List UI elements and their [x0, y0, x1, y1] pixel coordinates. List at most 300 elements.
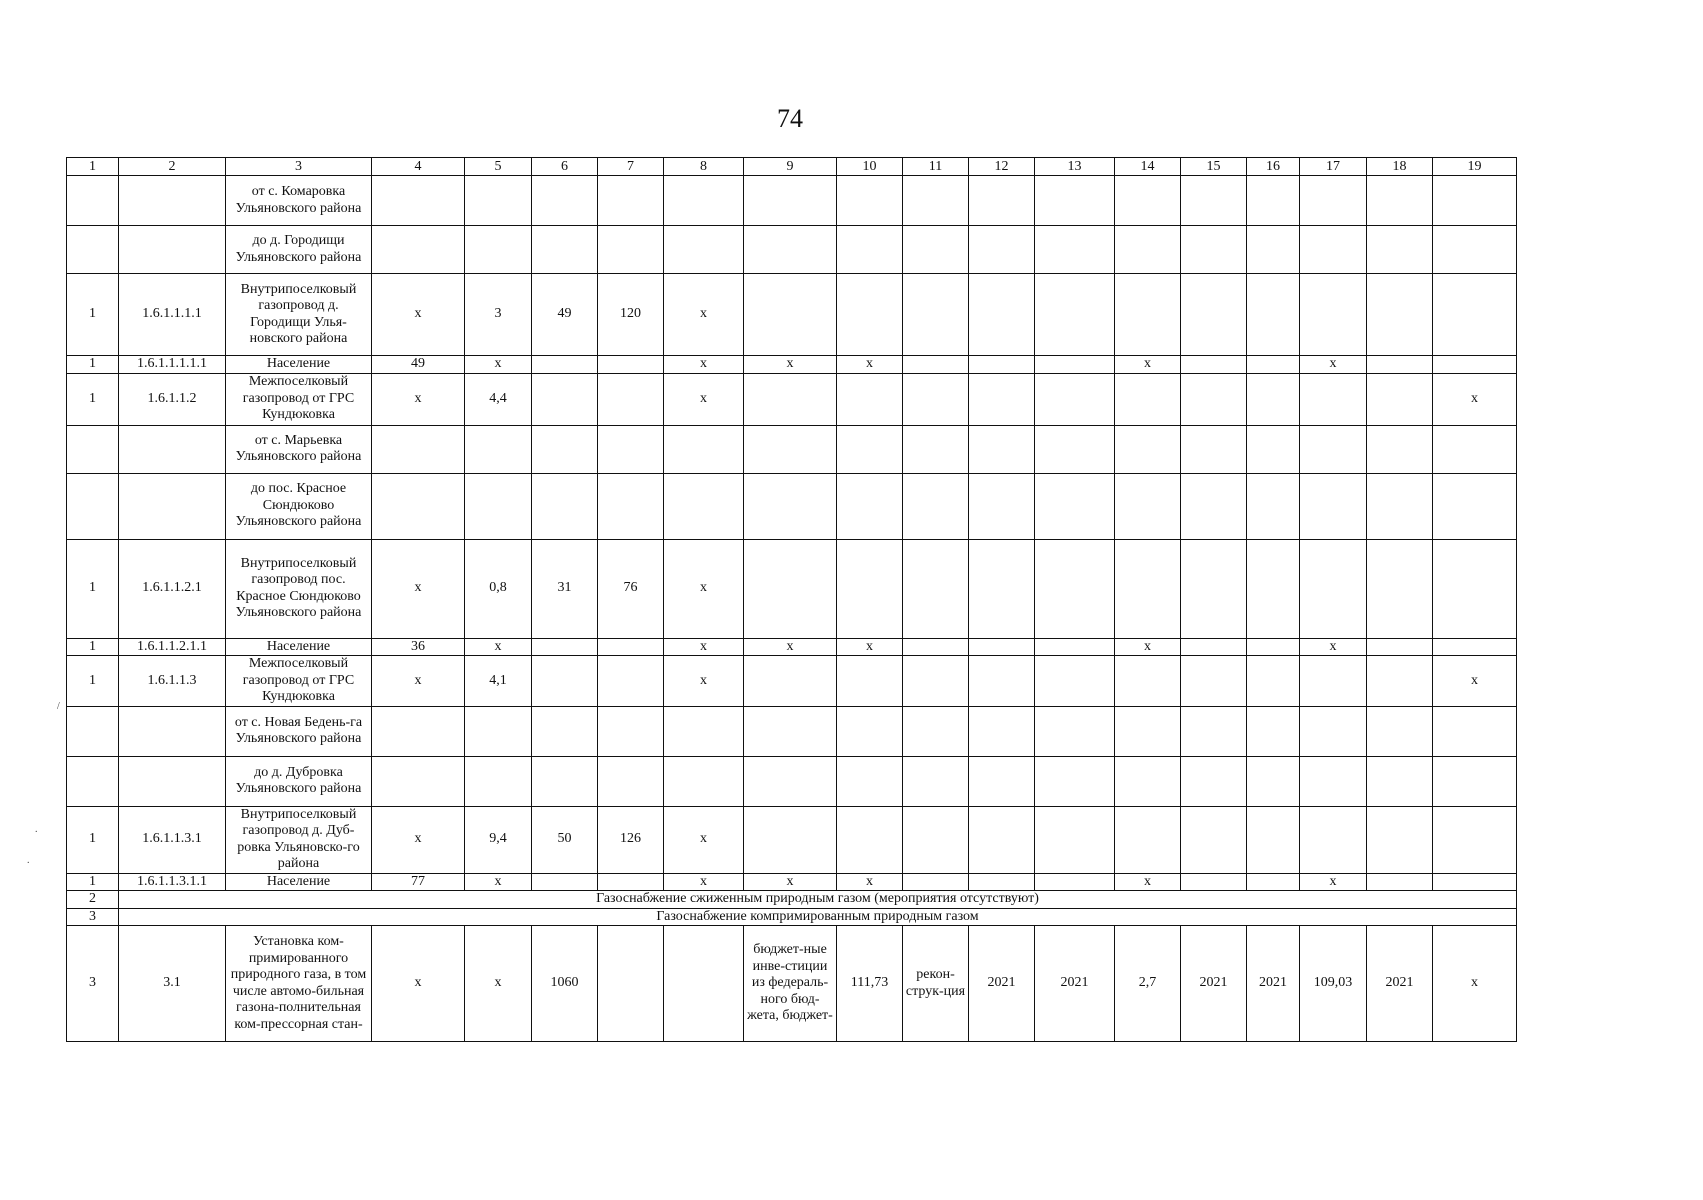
header-col-19: 19: [1433, 158, 1517, 176]
cell-col-14: [1115, 373, 1181, 425]
cell-col-8: х: [664, 638, 744, 656]
cell-col-7: [598, 873, 664, 891]
cell-col-6: 1060: [532, 926, 598, 1042]
cell-col-15: [1181, 356, 1247, 374]
header-col-15: 15: [1181, 158, 1247, 176]
cell-col-13: 2021: [1035, 926, 1115, 1042]
cell-col-12: [969, 873, 1035, 891]
cell-col-1: 3: [67, 926, 119, 1042]
cell-col-8: х: [664, 539, 744, 638]
table-row: [67, 356, 1517, 374]
cell-col-2: [119, 706, 226, 756]
cell-col-1: [67, 425, 119, 473]
cell-col-7: [598, 756, 664, 806]
cell-col-13: [1035, 873, 1115, 891]
cell-col-19: [1433, 756, 1517, 806]
cell-col-7: [598, 176, 664, 226]
cell-col-5: [465, 425, 532, 473]
cell-col-18: [1367, 756, 1433, 806]
cell-col-13: [1035, 656, 1115, 707]
cell-col-5: 4,1: [465, 656, 532, 707]
cell-col-16: [1247, 873, 1300, 891]
cell-col-3: Внутрипоселковый газопровод пос. Красное Сюндюково Ульяновского района: [226, 539, 372, 638]
cell-col-18: [1367, 638, 1433, 656]
cell-col-17: [1300, 226, 1367, 274]
cell-col-17: [1300, 656, 1367, 707]
cell-col-4: 49: [372, 356, 465, 374]
cell-col-12: [969, 638, 1035, 656]
cell-col-1: [67, 706, 119, 756]
cell-col-7: [598, 425, 664, 473]
cell-col-16: [1247, 539, 1300, 638]
cell-col-12: [969, 176, 1035, 226]
cell-col-6: 50: [532, 806, 598, 873]
cell-col-1: 1: [67, 373, 119, 425]
cell-col-18: [1367, 274, 1433, 356]
cell-col-8: х: [664, 274, 744, 356]
cell-col-19: [1433, 638, 1517, 656]
cell-col-2: 1.6.1.1.1.1: [119, 274, 226, 356]
table-row: [67, 806, 1517, 873]
section-title: Газоснабжение компримированным природным газом: [119, 908, 1517, 926]
cell-col-13: [1035, 756, 1115, 806]
cell-col-7: [598, 926, 664, 1042]
cell-col-15: [1181, 373, 1247, 425]
cell-col-17: [1300, 473, 1367, 539]
header-row: [67, 158, 1517, 176]
cell-col-2: 1.6.1.1.2: [119, 373, 226, 425]
cell-col-7: [598, 473, 664, 539]
header-col-14: 14: [1115, 158, 1181, 176]
cell-col-5: х: [465, 356, 532, 374]
cell-col-12: 2021: [969, 926, 1035, 1042]
cell-col-10: [837, 806, 903, 873]
cell-col-19: [1433, 706, 1517, 756]
cell-col-7: [598, 373, 664, 425]
cell-col-12: [969, 425, 1035, 473]
cell-col-19: [1433, 274, 1517, 356]
cell-col-2: 1.6.1.1.2.1: [119, 539, 226, 638]
cell-col-12: [969, 656, 1035, 707]
cell-col-5: 3: [465, 274, 532, 356]
cell-col-9: [744, 706, 837, 756]
cell-col-8: х: [664, 806, 744, 873]
cell-col-11: [903, 425, 969, 473]
cell-col-6: [532, 226, 598, 274]
cell-col-13: [1035, 226, 1115, 274]
gasification-table: [66, 157, 1517, 1042]
header-col-10: 10: [837, 158, 903, 176]
cell-col-11: [903, 756, 969, 806]
cell-col-16: [1247, 356, 1300, 374]
cell-col-11: [903, 274, 969, 356]
cell-col-6: [532, 656, 598, 707]
cell-col-8: [664, 756, 744, 806]
cell-col-19: [1433, 806, 1517, 873]
scan-mark: /: [57, 701, 60, 712]
cell-col-2: 1.6.1.1.3.1: [119, 806, 226, 873]
cell-col-1: [67, 756, 119, 806]
cell-col-13: [1035, 806, 1115, 873]
cell-col-6: 49: [532, 274, 598, 356]
cell-col-2: [119, 176, 226, 226]
cell-col-6: [532, 638, 598, 656]
cell-col-14: [1115, 425, 1181, 473]
cell-col-15: [1181, 539, 1247, 638]
cell-col-16: [1247, 425, 1300, 473]
cell-col-2: 1.6.1.1.2.1.1: [119, 638, 226, 656]
table-row: [67, 706, 1517, 756]
table-row: [67, 539, 1517, 638]
cell-col-10: [837, 373, 903, 425]
cell-col-16: [1247, 656, 1300, 707]
cell-col-4: х: [372, 806, 465, 873]
cell-col-15: [1181, 226, 1247, 274]
cell-col-15: [1181, 756, 1247, 806]
cell-col-4: х: [372, 373, 465, 425]
cell-col-4: [372, 226, 465, 274]
cell-col-12: [969, 356, 1035, 374]
cell-col-5: х: [465, 873, 532, 891]
cell-col-18: [1367, 356, 1433, 374]
cell-col-1: 1: [67, 656, 119, 707]
cell-col-11: [903, 176, 969, 226]
table-row: [67, 226, 1517, 274]
cell-col-17: х: [1300, 356, 1367, 374]
cell-col-11: [903, 656, 969, 707]
cell-col-1: 1: [67, 274, 119, 356]
cell-col-7: [598, 356, 664, 374]
cell-col-8: х: [664, 656, 744, 707]
cell-col-8: [664, 226, 744, 274]
table-row: [67, 274, 1517, 356]
cell-col-10: х: [837, 356, 903, 374]
cell-col-2: [119, 226, 226, 274]
cell-col-3: Население: [226, 873, 372, 891]
cell-col-9: [744, 656, 837, 707]
cell-col-13: [1035, 176, 1115, 226]
cell-col-3: Внутрипоселковый газопровод д. Дуб-ровка Ульяновско-го района: [226, 806, 372, 873]
section-number: 2: [67, 891, 119, 909]
cell-col-18: [1367, 706, 1433, 756]
cell-col-7: 76: [598, 539, 664, 638]
cell-col-8: [664, 706, 744, 756]
table-row: [67, 638, 1517, 656]
cell-col-3: от с. Новая Бедень-га Ульяновского района: [226, 706, 372, 756]
cell-col-14: [1115, 226, 1181, 274]
cell-col-3: от с. Комаровка Ульяновского района: [226, 176, 372, 226]
cell-col-15: 2021: [1181, 926, 1247, 1042]
cell-col-10: [837, 656, 903, 707]
cell-col-12: [969, 756, 1035, 806]
header-col-13: 13: [1035, 158, 1115, 176]
cell-col-19: х: [1433, 926, 1517, 1042]
cell-col-3: Межпоселковый газопровод от ГРС Кундюковка: [226, 656, 372, 707]
cell-col-5: х: [465, 926, 532, 1042]
cell-col-19: [1433, 539, 1517, 638]
cell-col-18: [1367, 373, 1433, 425]
cell-col-5: [465, 226, 532, 274]
cell-col-10: [837, 176, 903, 226]
cell-col-5: [465, 706, 532, 756]
cell-col-19: [1433, 356, 1517, 374]
cell-col-16: [1247, 373, 1300, 425]
header-col-18: 18: [1367, 158, 1433, 176]
cell-col-8: х: [664, 373, 744, 425]
header-col-4: 4: [372, 158, 465, 176]
cell-col-4: х: [372, 926, 465, 1042]
cell-col-14: [1115, 756, 1181, 806]
cell-col-7: 120: [598, 274, 664, 356]
scan-mark: .: [27, 855, 30, 866]
cell-col-14: [1115, 274, 1181, 356]
cell-col-6: 31: [532, 539, 598, 638]
cell-col-6: [532, 176, 598, 226]
cell-col-9: х: [744, 873, 837, 891]
cell-col-9: х: [744, 356, 837, 374]
cell-col-15: [1181, 638, 1247, 656]
cell-col-12: [969, 806, 1035, 873]
cell-col-11: [903, 373, 969, 425]
cell-col-11: [903, 638, 969, 656]
cell-col-7: 126: [598, 806, 664, 873]
cell-col-13: [1035, 706, 1115, 756]
cell-col-1: 1: [67, 638, 119, 656]
cell-col-19: [1433, 473, 1517, 539]
section-row: [67, 891, 1517, 909]
cell-col-11: рекон-струк-ция: [903, 926, 969, 1042]
section-row: [67, 908, 1517, 926]
cell-col-1: 1: [67, 539, 119, 638]
cell-col-2: [119, 473, 226, 539]
cell-col-19: х: [1433, 373, 1517, 425]
cell-col-13: [1035, 539, 1115, 638]
cell-col-2: 1.6.1.1.3: [119, 656, 226, 707]
cell-col-6: [532, 356, 598, 374]
cell-col-2: [119, 425, 226, 473]
cell-col-9: бюджет-ные инве-стиции из федераль-ного бюд-жета, бюджет-: [744, 926, 837, 1042]
cell-col-5: 0,8: [465, 539, 532, 638]
cell-col-15: [1181, 274, 1247, 356]
header-col-9: 9: [744, 158, 837, 176]
cell-col-17: [1300, 274, 1367, 356]
cell-col-6: [532, 756, 598, 806]
cell-col-12: [969, 539, 1035, 638]
cell-col-15: [1181, 656, 1247, 707]
cell-col-11: [903, 873, 969, 891]
cell-col-4: 77: [372, 873, 465, 891]
cell-col-18: [1367, 656, 1433, 707]
cell-col-16: [1247, 226, 1300, 274]
cell-col-7: [598, 706, 664, 756]
cell-col-4: х: [372, 274, 465, 356]
cell-col-1: 1: [67, 873, 119, 891]
cell-col-15: [1181, 473, 1247, 539]
cell-col-18: [1367, 473, 1433, 539]
cell-col-14: [1115, 806, 1181, 873]
cell-col-14: [1115, 656, 1181, 707]
cell-col-16: [1247, 473, 1300, 539]
cell-col-3: Межпоселковый газопровод от ГРС Кундюковка: [226, 373, 372, 425]
cell-col-19: [1433, 226, 1517, 274]
header-col-1: 1: [67, 158, 119, 176]
cell-col-13: [1035, 274, 1115, 356]
cell-col-10: [837, 539, 903, 638]
cell-col-18: [1367, 539, 1433, 638]
cell-col-10: х: [837, 638, 903, 656]
cell-col-4: [372, 176, 465, 226]
cell-col-14: [1115, 706, 1181, 756]
cell-col-11: [903, 356, 969, 374]
cell-col-10: х: [837, 873, 903, 891]
cell-col-7: [598, 226, 664, 274]
table-row: [67, 656, 1517, 707]
cell-col-6: [532, 473, 598, 539]
cell-col-1: [67, 176, 119, 226]
cell-col-1: [67, 473, 119, 539]
cell-col-9: [744, 226, 837, 274]
cell-col-5: 9,4: [465, 806, 532, 873]
cell-col-10: [837, 473, 903, 539]
cell-col-15: [1181, 806, 1247, 873]
header-col-12: 12: [969, 158, 1035, 176]
scan-mark: .: [35, 824, 38, 835]
cell-col-11: [903, 473, 969, 539]
cell-col-4: 36: [372, 638, 465, 656]
cell-col-1: 1: [67, 806, 119, 873]
cell-col-19: [1433, 425, 1517, 473]
cell-col-17: [1300, 373, 1367, 425]
cell-col-11: [903, 226, 969, 274]
cell-col-12: [969, 274, 1035, 356]
cell-col-18: 2021: [1367, 926, 1433, 1042]
header-col-17: 17: [1300, 158, 1367, 176]
cell-col-11: [903, 806, 969, 873]
cell-col-3: до д. Дубровка Ульяновского района: [226, 756, 372, 806]
cell-col-8: [664, 425, 744, 473]
cell-col-14: [1115, 473, 1181, 539]
cell-col-4: х: [372, 539, 465, 638]
cell-col-19: [1433, 176, 1517, 226]
cell-col-3: Население: [226, 638, 372, 656]
cell-col-17: 109,03: [1300, 926, 1367, 1042]
cell-col-4: [372, 706, 465, 756]
cell-col-9: [744, 806, 837, 873]
cell-col-19: [1433, 873, 1517, 891]
cell-col-2: 3.1: [119, 926, 226, 1042]
cell-col-9: [744, 539, 837, 638]
cell-col-9: [744, 176, 837, 226]
cell-col-4: х: [372, 656, 465, 707]
cell-col-15: [1181, 706, 1247, 756]
cell-col-9: [744, 373, 837, 425]
cell-col-17: [1300, 806, 1367, 873]
cell-col-6: [532, 373, 598, 425]
cell-col-9: х: [744, 638, 837, 656]
cell-col-1: [67, 226, 119, 274]
cell-col-12: [969, 706, 1035, 756]
cell-col-15: [1181, 176, 1247, 226]
cell-col-13: [1035, 425, 1115, 473]
cell-col-10: [837, 706, 903, 756]
cell-col-3: до д. Городищи Ульяновского района: [226, 226, 372, 274]
cell-col-2: 1.6.1.1.3.1.1: [119, 873, 226, 891]
cell-col-14: [1115, 539, 1181, 638]
cell-col-2: [119, 756, 226, 806]
cell-col-19: х: [1433, 656, 1517, 707]
cell-col-17: [1300, 176, 1367, 226]
cell-col-14: [1115, 176, 1181, 226]
cell-col-17: [1300, 425, 1367, 473]
cell-col-8: [664, 473, 744, 539]
header-col-5: 5: [465, 158, 532, 176]
cell-col-10: [837, 756, 903, 806]
cell-col-13: [1035, 373, 1115, 425]
table-row: [67, 176, 1517, 226]
cell-col-16: [1247, 274, 1300, 356]
cell-col-6: [532, 425, 598, 473]
cell-col-9: [744, 425, 837, 473]
cell-col-10: 111,73: [837, 926, 903, 1042]
table-row: [67, 373, 1517, 425]
cell-col-16: [1247, 638, 1300, 656]
cell-col-17: [1300, 706, 1367, 756]
section-number: 3: [67, 908, 119, 926]
cell-col-6: [532, 873, 598, 891]
table-row: [67, 873, 1517, 891]
cell-col-5: 4,4: [465, 373, 532, 425]
cell-col-9: [744, 274, 837, 356]
cell-col-5: [465, 756, 532, 806]
cell-col-4: [372, 756, 465, 806]
cell-col-15: [1181, 873, 1247, 891]
table-row: [67, 756, 1517, 806]
cell-col-10: [837, 226, 903, 274]
cell-col-18: [1367, 425, 1433, 473]
cell-col-3: Установка ком-примированного природного газа, в том числе автомо-бильная газона-полнительная ком-прессорная стан-: [226, 926, 372, 1042]
cell-col-3: до пос. Красное Сюндюково Ульяновского района: [226, 473, 372, 539]
cell-col-16: [1247, 706, 1300, 756]
cell-col-16: [1247, 176, 1300, 226]
cell-col-12: [969, 473, 1035, 539]
cell-col-14: 2,7: [1115, 926, 1181, 1042]
cell-col-16: 2021: [1247, 926, 1300, 1042]
cell-col-17: [1300, 756, 1367, 806]
section-title: Газоснабжение сжиженным природным газом (мероприятия отсутствуют): [119, 891, 1517, 909]
cell-col-5: [465, 473, 532, 539]
cell-col-13: [1035, 638, 1115, 656]
header-col-8: 8: [664, 158, 744, 176]
header-col-16: 16: [1247, 158, 1300, 176]
cell-col-15: [1181, 425, 1247, 473]
cell-col-8: х: [664, 873, 744, 891]
header-col-11: 11: [903, 158, 969, 176]
cell-col-14: х: [1115, 873, 1181, 891]
header-col-7: 7: [598, 158, 664, 176]
table-row: [67, 473, 1517, 539]
cell-col-5: х: [465, 638, 532, 656]
cell-col-18: [1367, 226, 1433, 274]
cell-col-9: [744, 756, 837, 806]
header-col-2: 2: [119, 158, 226, 176]
cell-col-11: [903, 539, 969, 638]
cell-col-7: [598, 656, 664, 707]
cell-col-9: [744, 473, 837, 539]
cell-col-3: от с. Марьевка Ульяновского района: [226, 425, 372, 473]
cell-col-17: х: [1300, 638, 1367, 656]
cell-col-12: [969, 373, 1035, 425]
cell-col-17: [1300, 539, 1367, 638]
